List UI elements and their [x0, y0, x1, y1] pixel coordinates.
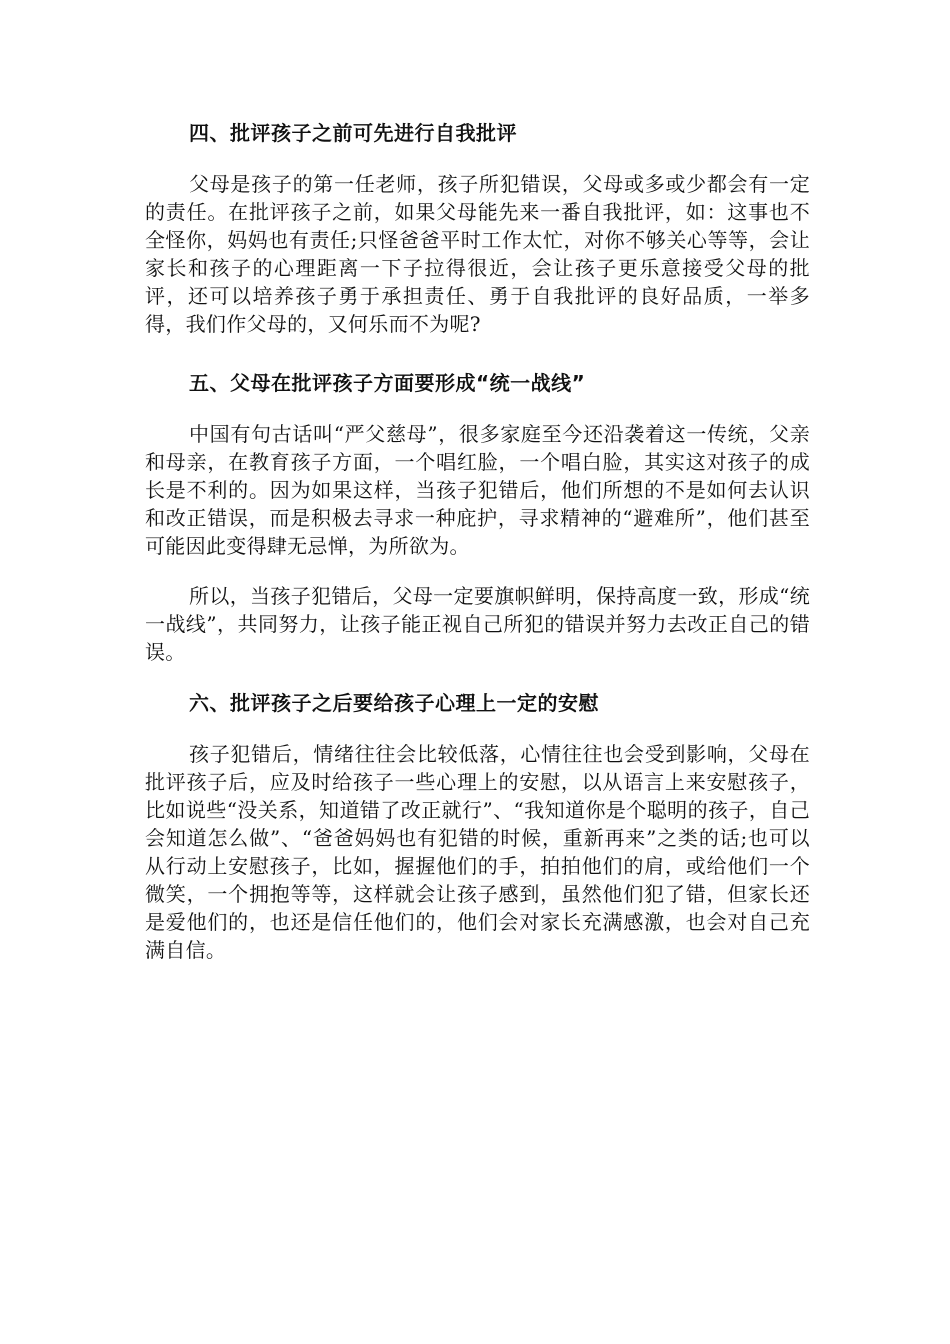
section-6-paragraph-1: 孩子犯错后，情绪往往会比较低落，心情往往也会受到影响，父母在批评孩子后，应及时给孩子一些心理上的安慰，以从语言上来安慰孩子，比如说些“没关系，知道错了改正就行”、“我知道你是个聪明的孩子，自己会知道怎么做”、“爸爸妈妈也有犯错的时候，重新再来”之类的话;也可以从行动上安慰孩子，比如，握握他们的手，拍拍他们的肩，或给他们一个微笑，一个拥抱等等，这样就会让孩子感到，虽然他们犯了错，但家长还是爱他们的，也还是信任他们的，他们会对家长充满感激，也会对自己充满自信。 — [145, 742, 810, 962]
section-heading-6: 六、批评孩子之后要给孩子心理上一定的安慰 — [189, 691, 599, 715]
section-heading-5: 五、父母在批评孩子方面要形成“统一战线” — [189, 371, 586, 395]
section-5-paragraph-2: 所以，当孩子犯错后，父母一定要旗帜鲜明，保持高度一致，形成“统一战线”，共同努力，让孩子能正视自己所犯的错误并努力去改正自己的错误。 — [145, 584, 810, 664]
section-5-paragraph-1: 中国有句古话叫“严父慈母”，很多家庭至今还沿袭着这一传统，父亲和母亲，在教育孩子方面，一个唱红脸，一个唱白脸，其实这对孩子的成长是不利的。因为如果这样，当孩子犯错后，他们所想的不是如何去认识和改正错误，而是积极去寻求一种庇护，寻求精神的“避难所”，他们甚至可能因此变得肆无忌惮，为所欲为。 — [145, 422, 810, 558]
section-heading-4: 四、批评孩子之前可先进行自我批评 — [189, 121, 517, 145]
document-body — [145, 118, 810, 964]
section-4-paragraph-1: 父母是孩子的第一任老师，孩子所犯错误，父母或多或少都会有一定的责任。在批评孩子之前，如果父母能先来一番自我批评，如：这事也不全怪你，妈妈也有责任;只怪爸爸平时工作太忙，对你不够关心等等，会让家长和孩子的心理距离一下子拉得很近，会让孩子更乐意接受父母的批评，还可以培养孩子勇于承担责任、勇于自我批评的良好品质，一举多得，我们作父母的，又何乐而不为呢? — [145, 172, 810, 336]
